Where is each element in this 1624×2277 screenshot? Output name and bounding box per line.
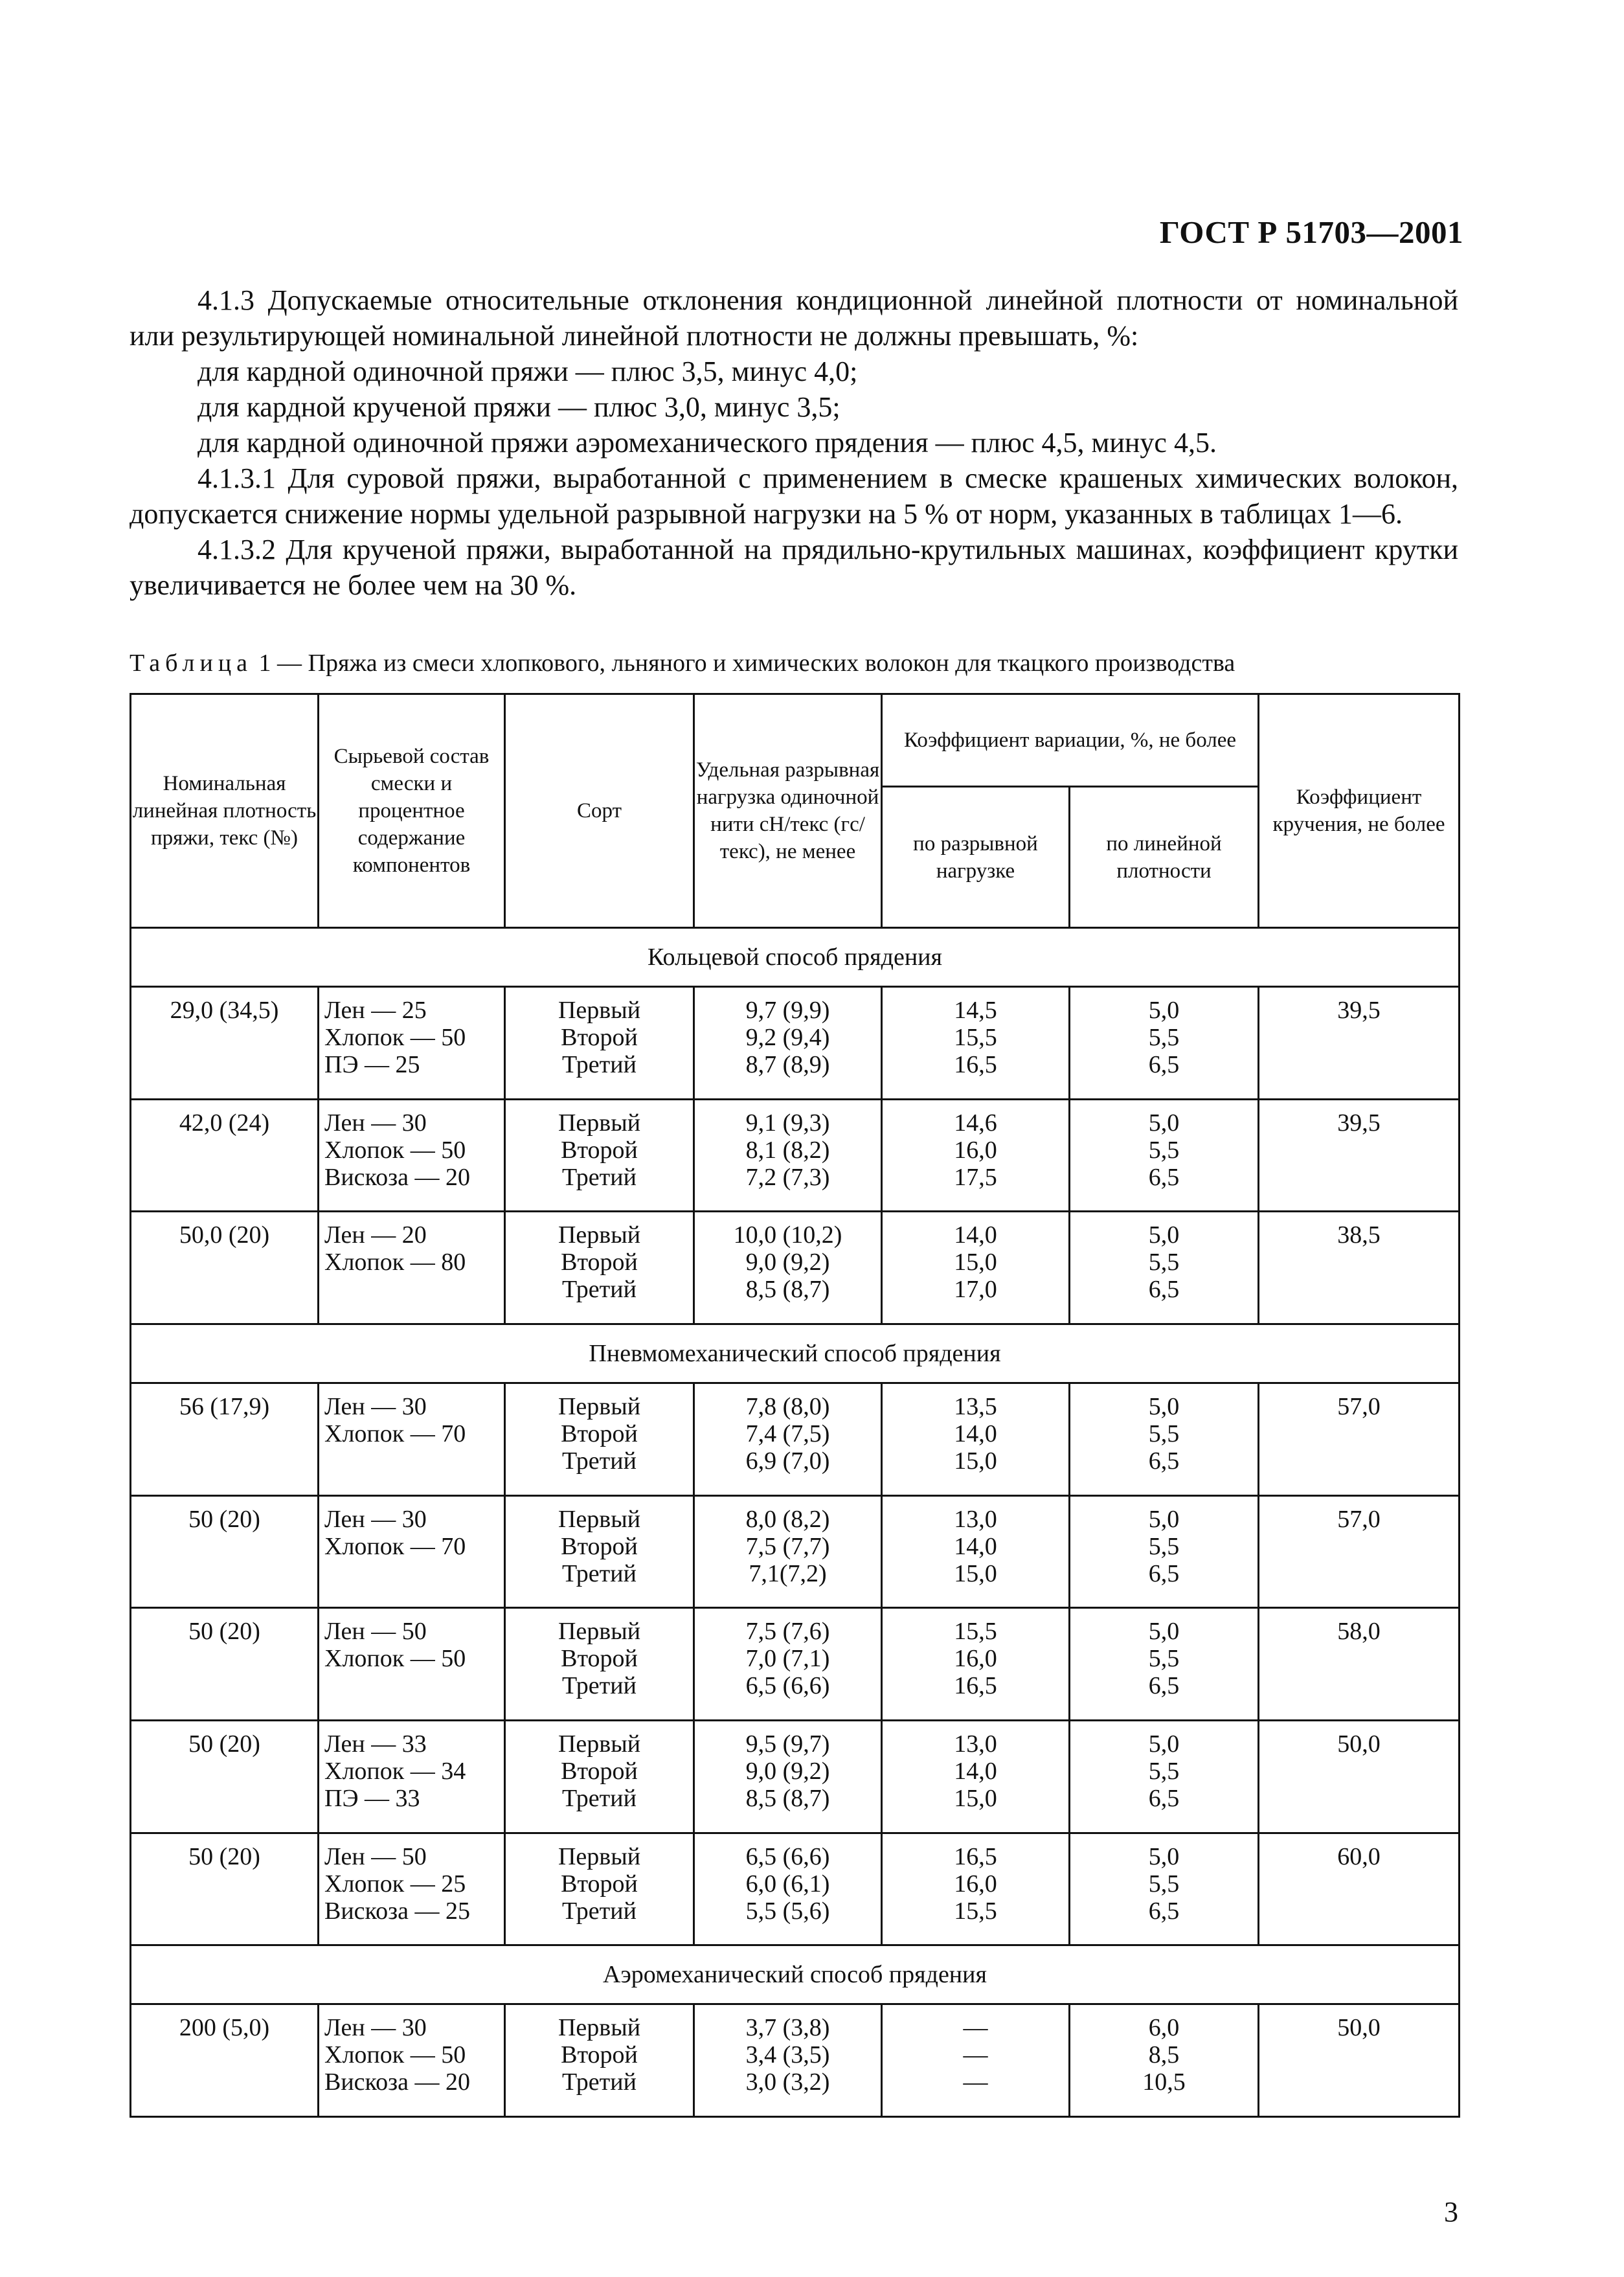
cell-variation-load bbox=[882, 1608, 1070, 1721]
cell-twist: 39,5 bbox=[1259, 1099, 1460, 1212]
table-row bbox=[131, 987, 1460, 1100]
cell-composition bbox=[319, 1212, 505, 1324]
cell-variation-load bbox=[882, 2004, 1070, 2117]
cell-composition bbox=[319, 1495, 505, 1608]
cell-variation-load-line: 13,0 bbox=[954, 1730, 997, 1758]
section-row bbox=[131, 1324, 1460, 1383]
cell-twist: 60,0 bbox=[1259, 1833, 1460, 1945]
cell-composition-line: Хлопок — 50 bbox=[324, 1136, 466, 1164]
cell-variation-density bbox=[1070, 1720, 1259, 1833]
cell-composition-line: Хлопок — 50 bbox=[324, 1024, 466, 1051]
cell-grade-line: Второй bbox=[561, 1532, 638, 1560]
paragraph: для кардной одиночной пряжи аэромеханического прядения — плюс 4,5, минус 4,5. bbox=[197, 427, 1217, 459]
cell-breaking-load-line: 7,5 (7,6) bbox=[745, 1618, 830, 1646]
cell-twist: 57,0 bbox=[1259, 1495, 1460, 1608]
table-row bbox=[131, 1608, 1460, 1721]
cell-composition-line: Лен — 30 bbox=[324, 1505, 427, 1533]
cell-variation-density-line: 5,5 bbox=[1148, 1645, 1180, 1673]
cell-grade-line: Третий bbox=[562, 2068, 637, 2096]
cell-variation-density-line: 6,5 bbox=[1148, 1559, 1180, 1587]
cell-variation-load-line: 16,0 bbox=[954, 1870, 997, 1898]
cell-density: 50,0 (20) bbox=[131, 1212, 319, 1324]
cell-variation-load bbox=[882, 1833, 1070, 1945]
cell-composition-line: Лен — 50 bbox=[324, 1618, 427, 1646]
cell-twist: 39,5 bbox=[1259, 987, 1460, 1100]
cell-variation-load bbox=[882, 1212, 1070, 1324]
cell-variation-load bbox=[882, 1720, 1070, 1833]
header-grade: Сорт bbox=[505, 694, 694, 928]
paragraph: 4.1.3.1 Для суровой пряжи, выработанной с применением в смеске крашеных химических волокон, допускается снижение нормы удельной разрывной нагрузки на 5 % от норм, указанных в таблицах 1—6. bbox=[130, 462, 1458, 530]
paragraph: для кардной одиночной пряжи — плюс 3,5, минус 4,0; bbox=[197, 356, 858, 387]
cell-variation-load-line: 16,5 bbox=[954, 1842, 997, 1870]
cell-breaking-load bbox=[694, 1608, 882, 1721]
cell-variation-density-line: 5,0 bbox=[1148, 997, 1180, 1024]
paragraph: для кардной крученой пряжи — плюс 3,0, минус 3,5; bbox=[197, 391, 840, 423]
cell-grade-line: Первый bbox=[558, 1730, 641, 1758]
cell-grade-line: Первый bbox=[558, 1842, 641, 1870]
cell-variation-density-line: 5,0 bbox=[1148, 1618, 1180, 1646]
cell-grade bbox=[505, 2004, 694, 2117]
cell-variation-density-line: 5,0 bbox=[1148, 1842, 1180, 1870]
cell-variation-load-line: 15,5 bbox=[954, 1618, 997, 1646]
cell-grade-line: Третий bbox=[562, 1559, 637, 1587]
cell-grade-line: Третий bbox=[562, 1163, 637, 1191]
cell-breaking-load-line: 6,5 (6,6) bbox=[745, 1842, 830, 1870]
cell-breaking-load-line: 3,0 (3,2) bbox=[745, 2068, 830, 2096]
cell-density: 50 (20) bbox=[131, 1608, 319, 1721]
table-row bbox=[131, 1833, 1460, 1945]
cell-variation-density bbox=[1070, 2004, 1259, 2117]
cell-variation-load-line: 13,0 bbox=[954, 1505, 997, 1533]
cell-variation-load-line: 17,0 bbox=[954, 1276, 997, 1304]
cell-variation-load-line: 14,5 bbox=[954, 997, 997, 1024]
cell-density: 50 (20) bbox=[131, 1720, 319, 1833]
paragraph: 4.1.3.2 Для крученой пряжи, выработанной на прядильно-крутильных машинах, коэффициент крутки увеличивается не более чем на 30 %. bbox=[130, 534, 1458, 601]
cell-variation-load-line: 16,5 bbox=[954, 1051, 997, 1078]
document-header: ГОСТ Р 51703—2001 bbox=[1159, 214, 1463, 250]
cell-variation-density bbox=[1070, 987, 1259, 1100]
cell-composition-line: Вискоза — 20 bbox=[324, 2068, 470, 2096]
cell-grade-line: Первый bbox=[558, 2014, 641, 2042]
table-row bbox=[131, 2004, 1460, 2117]
cell-grade-line: Первый bbox=[558, 997, 641, 1024]
header-density: Номинальная линейная плотность пряжи, текс (№) bbox=[131, 694, 319, 928]
cell-composition bbox=[319, 1099, 505, 1212]
cell-variation-density-line: 6,5 bbox=[1148, 1447, 1180, 1475]
cell-composition-line: Лен — 30 bbox=[324, 1392, 427, 1420]
cell-grade-line: Второй bbox=[561, 1420, 638, 1447]
cell-grade-line: Второй bbox=[561, 1249, 638, 1276]
cell-variation-density-line: 10,5 bbox=[1142, 2068, 1186, 2096]
cell-variation-density-line: 5,0 bbox=[1148, 1221, 1180, 1249]
cell-breaking-load-line: 7,5 (7,7) bbox=[745, 1532, 830, 1560]
cell-breaking-load-line: 9,1 (9,3) bbox=[745, 1109, 830, 1137]
table-caption bbox=[130, 649, 1489, 677]
cell-variation-density bbox=[1070, 1212, 1259, 1324]
cell-grade-line: Второй bbox=[561, 1024, 638, 1051]
cell-composition bbox=[319, 2004, 505, 2117]
cell-twist: 38,5 bbox=[1259, 1212, 1460, 1324]
cell-variation-load-line: 15,0 bbox=[954, 1784, 997, 1812]
cell-density: 50 (20) bbox=[131, 1833, 319, 1945]
body-text bbox=[130, 282, 1458, 603]
yarn-table bbox=[130, 693, 1460, 2118]
cell-composition-line: Лен — 33 bbox=[324, 1730, 427, 1758]
cell-variation-density-line: 6,0 bbox=[1148, 2014, 1180, 2042]
cell-breaking-load bbox=[694, 1720, 882, 1833]
cell-grade-line: Первый bbox=[558, 1392, 641, 1420]
cell-composition-line: Хлопок — 50 bbox=[324, 2041, 466, 2069]
cell-breaking-load-line: 7,2 (7,3) bbox=[745, 1163, 830, 1191]
cell-breaking-load bbox=[694, 2004, 882, 2117]
cell-variation-density-line: 6,5 bbox=[1148, 1784, 1180, 1812]
cell-variation-density bbox=[1070, 1383, 1259, 1495]
cell-grade bbox=[505, 987, 694, 1100]
cell-breaking-load-line: 7,8 (8,0) bbox=[745, 1392, 830, 1420]
cell-composition bbox=[319, 1608, 505, 1721]
cell-composition-line: Лен — 30 bbox=[324, 2014, 427, 2042]
table-caption-text: 1 — Пряжа из смеси хлопкового, льняного и химических волокон для ткацкого производства bbox=[253, 650, 1235, 677]
cell-composition-line: Хлопок — 80 bbox=[324, 1249, 466, 1276]
cell-variation-load-line: 14,6 bbox=[954, 1109, 997, 1137]
table-row bbox=[131, 1383, 1460, 1495]
cell-variation-density bbox=[1070, 1608, 1259, 1721]
cell-composition-line: Хлопок — 70 bbox=[324, 1532, 466, 1560]
cell-composition bbox=[319, 1833, 505, 1945]
cell-breaking-load-line: 6,0 (6,1) bbox=[745, 1870, 830, 1898]
cell-variation-density-line: 5,0 bbox=[1148, 1109, 1180, 1137]
cell-breaking-load-line: 8,5 (8,7) bbox=[745, 1784, 830, 1812]
cell-variation-density-line: 5,0 bbox=[1148, 1392, 1180, 1420]
header-variation-load: по разрывной нагрузке bbox=[882, 787, 1070, 928]
cell-composition-line: Лен — 50 bbox=[324, 1842, 427, 1870]
page-number: 3 bbox=[1444, 2196, 1458, 2228]
cell-composition-line: Вискоза — 25 bbox=[324, 1897, 470, 1925]
cell-variation-density-line: 6,5 bbox=[1148, 1897, 1180, 1925]
header-variation-density: по линейной плотности bbox=[1070, 787, 1259, 928]
cell-grade bbox=[505, 1099, 694, 1212]
cell-breaking-load-line: 10,0 (10,2) bbox=[733, 1221, 842, 1249]
cell-breaking-load-line: 6,5 (6,6) bbox=[745, 1672, 830, 1700]
cell-breaking-load-line: 7,1(7,2) bbox=[749, 1559, 827, 1587]
cell-variation-load-line: 14,0 bbox=[954, 1532, 997, 1560]
cell-grade-line: Второй bbox=[561, 1870, 638, 1898]
cell-variation-load-line: 15,5 bbox=[954, 1897, 997, 1925]
cell-grade-line: Второй bbox=[561, 2041, 638, 2069]
cell-breaking-load bbox=[694, 1495, 882, 1608]
cell-variation-density-line: 6,5 bbox=[1148, 1051, 1180, 1078]
cell-density: 29,0 (34,5) bbox=[131, 987, 319, 1100]
cell-variation-load-line: 16,0 bbox=[954, 1645, 997, 1673]
cell-composition-line: Хлопок — 70 bbox=[324, 1420, 466, 1447]
cell-variation-density-line: 5,5 bbox=[1148, 1024, 1180, 1051]
section-row bbox=[131, 928, 1460, 987]
cell-breaking-load-line: 7,0 (7,1) bbox=[745, 1645, 830, 1673]
cell-breaking-load bbox=[694, 1099, 882, 1212]
cell-variation-load bbox=[882, 1495, 1070, 1608]
cell-density: 42,0 (24) bbox=[131, 1099, 319, 1212]
cell-composition-line: ПЭ — 33 bbox=[324, 1784, 420, 1812]
cell-variation-density-line: 5,0 bbox=[1148, 1730, 1180, 1758]
cell-breaking-load-line: 3,4 (3,5) bbox=[745, 2041, 830, 2069]
table-caption-label: Таблица bbox=[130, 650, 253, 677]
cell-grade-line: Первый bbox=[558, 1109, 641, 1137]
cell-grade bbox=[505, 1383, 694, 1495]
cell-composition bbox=[319, 1720, 505, 1833]
cell-composition bbox=[319, 987, 505, 1100]
cell-variation-load-line: 15,5 bbox=[954, 1024, 997, 1051]
cell-twist: 57,0 bbox=[1259, 1383, 1460, 1495]
cell-variation-density bbox=[1070, 1833, 1259, 1945]
cell-grade-line: Первый bbox=[558, 1221, 641, 1249]
cell-breaking-load-line: 9,7 (9,9) bbox=[745, 997, 830, 1024]
cell-variation-load-line: 15,0 bbox=[954, 1249, 997, 1276]
cell-grade-line: Первый bbox=[558, 1505, 641, 1533]
header-breaking-load: Удельная разрывная нагрузка одиночной нити сН/текс (гс/текс), не менее bbox=[694, 694, 882, 928]
cell-variation-load bbox=[882, 1383, 1070, 1495]
cell-grade bbox=[505, 1212, 694, 1324]
section-row bbox=[131, 1945, 1460, 2004]
cell-variation-density-line: 6,5 bbox=[1148, 1163, 1180, 1191]
cell-variation-load bbox=[882, 1099, 1070, 1212]
cell-variation-load-line: 14,0 bbox=[954, 1757, 997, 1785]
section-title: Кольцевой способ прядения bbox=[131, 928, 1460, 987]
cell-variation-density-line: 5,5 bbox=[1148, 1870, 1180, 1898]
cell-variation-load-line: 16,5 bbox=[954, 1672, 997, 1700]
cell-composition-line: Лен — 20 bbox=[324, 1221, 427, 1249]
cell-breaking-load-line: 9,0 (9,2) bbox=[745, 1757, 830, 1785]
table-row bbox=[131, 1212, 1460, 1324]
cell-variation-density bbox=[1070, 1099, 1259, 1212]
cell-variation-density-line: 5,5 bbox=[1148, 1136, 1180, 1164]
cell-breaking-load-line: 3,7 (3,8) bbox=[745, 2014, 830, 2042]
cell-composition-line: ПЭ — 25 bbox=[324, 1051, 420, 1078]
cell-variation-density-line: 6,5 bbox=[1148, 1672, 1180, 1700]
cell-variation-load bbox=[882, 987, 1070, 1100]
cell-grade-line: Третий bbox=[562, 1784, 637, 1812]
cell-variation-density-line: 6,5 bbox=[1148, 1276, 1180, 1304]
cell-composition-line: Лен — 25 bbox=[324, 997, 427, 1024]
cell-breaking-load bbox=[694, 987, 882, 1100]
cell-grade-line: Третий bbox=[562, 1447, 637, 1475]
cell-density: 50 (20) bbox=[131, 1495, 319, 1608]
cell-variation-density-line: 5,5 bbox=[1148, 1420, 1180, 1447]
cell-grade-line: Третий bbox=[562, 1672, 637, 1700]
cell-variation-load-line: 13,5 bbox=[954, 1392, 997, 1420]
cell-breaking-load bbox=[694, 1383, 882, 1495]
cell-breaking-load bbox=[694, 1212, 882, 1324]
cell-breaking-load-line: 7,4 (7,5) bbox=[745, 1420, 830, 1447]
table-row bbox=[131, 1720, 1460, 1833]
cell-grade-line: Третий bbox=[562, 1276, 637, 1304]
cell-grade-line: Второй bbox=[561, 1757, 638, 1785]
paragraph: 4.1.3 Допускаемые относительные отклонения кондиционной линейной плотности от номинальной или результирующей номинальной линейной плотности не должны превышать, %: bbox=[130, 284, 1458, 352]
cell-composition-line: Хлопок — 34 bbox=[324, 1757, 466, 1785]
cell-breaking-load-line: 9,5 (9,7) bbox=[745, 1730, 830, 1758]
cell-composition bbox=[319, 1383, 505, 1495]
cell-grade bbox=[505, 1495, 694, 1608]
cell-variation-load-line: 17,5 bbox=[954, 1163, 997, 1191]
cell-breaking-load-line: 9,0 (9,2) bbox=[745, 1249, 830, 1276]
cell-composition-line: Хлопок — 25 bbox=[324, 1870, 466, 1898]
cell-variation-load-line: 14,0 bbox=[954, 1221, 997, 1249]
table-row bbox=[131, 1099, 1460, 1212]
cell-grade bbox=[505, 1833, 694, 1945]
cell-variation-load-line: — bbox=[963, 2014, 988, 2042]
cell-twist: 50,0 bbox=[1259, 2004, 1460, 2117]
cell-breaking-load bbox=[694, 1833, 882, 1945]
cell-variation-density bbox=[1070, 1495, 1259, 1608]
cell-grade-line: Третий bbox=[562, 1051, 637, 1078]
cell-twist: 58,0 bbox=[1259, 1608, 1460, 1721]
cell-breaking-load-line: 9,2 (9,4) bbox=[745, 1024, 830, 1051]
cell-breaking-load-line: 8,7 (8,9) bbox=[745, 1051, 830, 1078]
cell-density: 56 (17,9) bbox=[131, 1383, 319, 1495]
cell-variation-load-line: 15,0 bbox=[954, 1447, 997, 1475]
header-composition: Сырьевой состав смески и процентное содержание компонентов bbox=[319, 694, 505, 928]
cell-grade-line: Второй bbox=[561, 1136, 638, 1164]
header-variation: Коэффициент вариации, %, не более bbox=[882, 694, 1259, 787]
table-body bbox=[131, 928, 1460, 2117]
cell-variation-density-line: 5,0 bbox=[1148, 1505, 1180, 1533]
header-twist: Коэффициент кручения, не более bbox=[1259, 694, 1460, 928]
cell-composition-line: Лен — 30 bbox=[324, 1109, 427, 1137]
cell-grade-line: Второй bbox=[561, 1645, 638, 1673]
cell-variation-load-line: 14,0 bbox=[954, 1420, 997, 1447]
section-title: Аэромеханический способ прядения bbox=[131, 1945, 1460, 2004]
cell-density: 200 (5,0) bbox=[131, 2004, 319, 2117]
cell-composition-line: Хлопок — 50 bbox=[324, 1645, 466, 1673]
section-title: Пневмомеханический способ прядения bbox=[131, 1324, 1460, 1383]
cell-grade bbox=[505, 1720, 694, 1833]
cell-variation-load-line: 16,0 bbox=[954, 1136, 997, 1164]
cell-breaking-load-line: 5,5 (5,6) bbox=[745, 1897, 830, 1925]
cell-grade bbox=[505, 1608, 694, 1721]
cell-variation-density-line: 5,5 bbox=[1148, 1532, 1180, 1560]
cell-grade-line: Первый bbox=[558, 1618, 641, 1646]
cell-breaking-load-line: 6,9 (7,0) bbox=[745, 1447, 830, 1475]
cell-breaking-load-line: 8,1 (8,2) bbox=[745, 1136, 830, 1164]
cell-variation-density-line: 5,5 bbox=[1148, 1757, 1180, 1785]
cell-variation-density-line: 5,5 bbox=[1148, 1249, 1180, 1276]
cell-breaking-load-line: 8,5 (8,7) bbox=[745, 1276, 830, 1304]
cell-variation-load-line: 15,0 bbox=[954, 1559, 997, 1587]
cell-variation-density-line: 8,5 bbox=[1148, 2041, 1180, 2069]
cell-variation-load-line: — bbox=[963, 2041, 988, 2069]
cell-composition-line: Вискоза — 20 bbox=[324, 1163, 470, 1191]
cell-twist: 50,0 bbox=[1259, 1720, 1460, 1833]
cell-grade-line: Третий bbox=[562, 1897, 637, 1925]
table-row bbox=[131, 1495, 1460, 1608]
cell-breaking-load-line: 8,0 (8,2) bbox=[745, 1505, 830, 1533]
cell-variation-load-line: — bbox=[963, 2068, 988, 2096]
